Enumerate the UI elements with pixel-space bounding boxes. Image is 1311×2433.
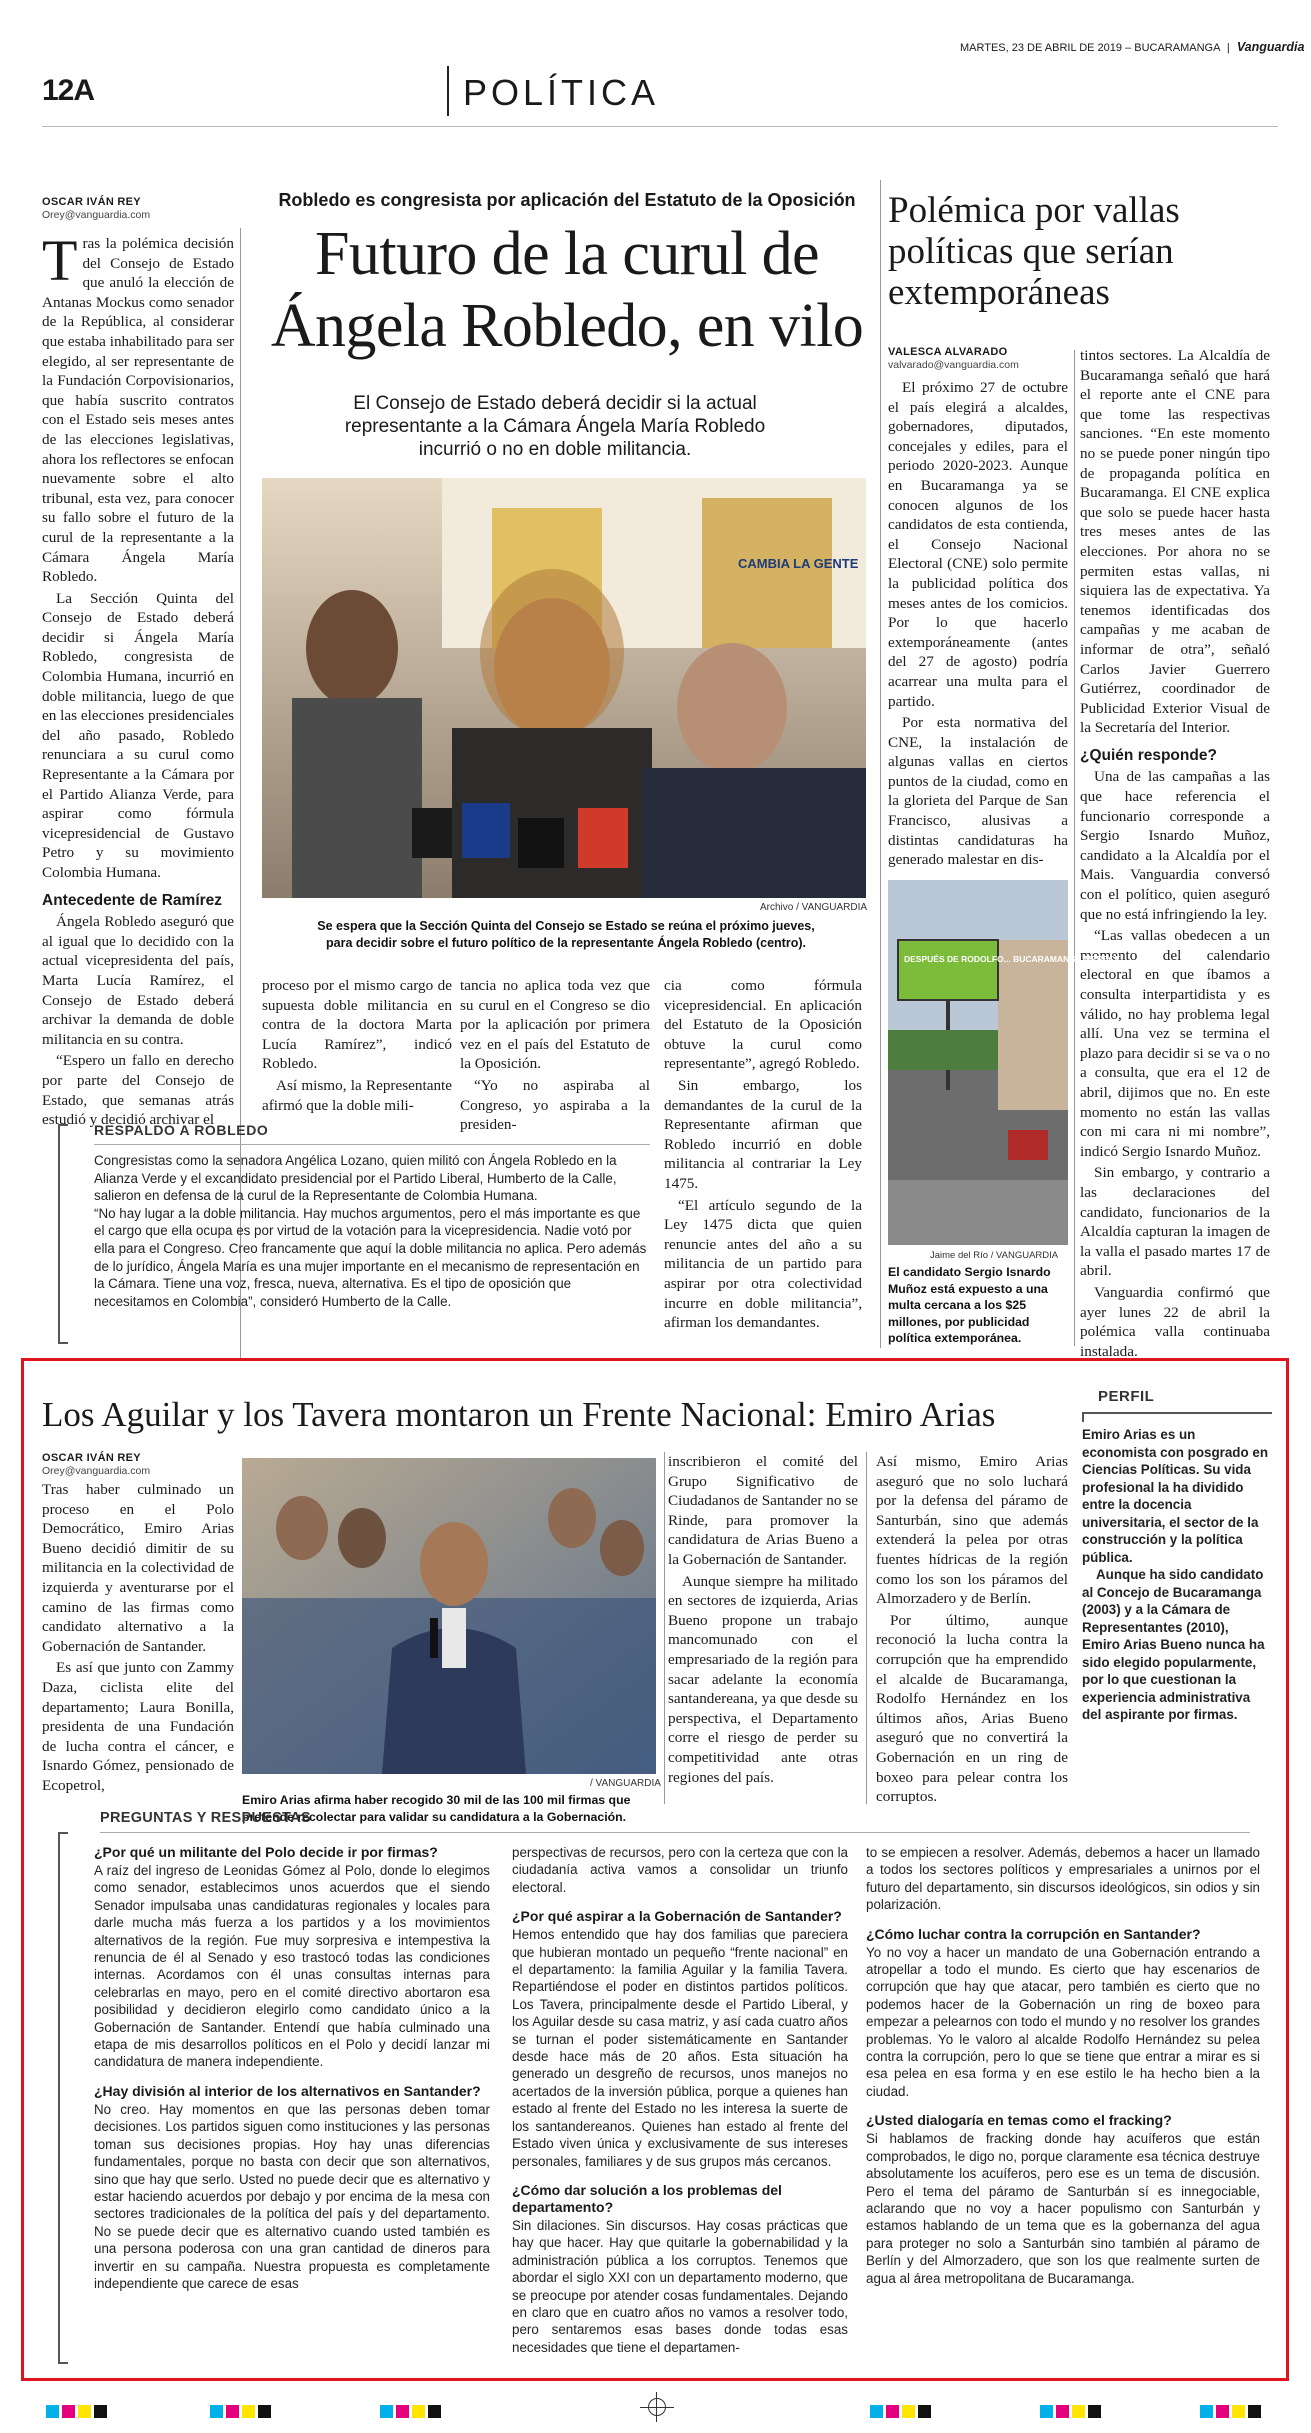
robledo-col-2: proceso por el mismo cargo de supuesta doble militancia en contra de la doctora Marta Lucía Ramírez”, indicó Robledo. Así mismo, la Representante afirmó que la doble mili- bbox=[262, 977, 452, 1114]
robledo-headline-line2: Ángela Robledo, en vilo bbox=[270, 292, 864, 360]
respaldo-title: RESPALDO A ROBLEDO bbox=[94, 1122, 269, 1138]
color-swatch bbox=[1216, 2405, 1229, 2418]
crosshair-h bbox=[640, 2407, 674, 2408]
robledo-headline-line1: Futuro de la curul de bbox=[315, 220, 819, 288]
qa-bracket bbox=[58, 1832, 68, 2364]
robledo-col-4: cia como fórmula vicepresidencial. En aplicación del Estatuto de la Oposición obtuve la curul como representante”, agregó Robledo. Sin embargo, los demandantes de la curul de la Representante afirman que Robledo incurrió en doble militancia al contrariar la Ley 1475. “El artículo segundo de la Ley 1475 dicta que quien renuncie antes del año a su militancia de un partido para aspirar por otra colectividad incurre en doble militancia”, afirman los demandantes. bbox=[664, 977, 862, 1332]
color-swatch bbox=[46, 2405, 59, 2418]
color-swatch bbox=[62, 2405, 75, 2418]
qa-answer: No creo. Hay momentos en que las personas deben tomar decisiones. Los partidos siguen como instituciones y las personas toman sus decisiones propias. Hoy hay unas diferencias fundamentales, porque no basta con decir que son alternativos, sino que hay que serlo. Usted no puede decir que es alternativo y estar haciendo acuerdos por debajo y por encima de la mesa con sectores tradicionales de la política del país y del departamento. No se puede decir que es alternativo cuando usted también es una persona poderosa con una gran cantidad de dineros para invertir en su campaña. Nuestra propuesta es completamente independiente que carece de esas bbox=[94, 2101, 490, 2291]
vallas-col-rule bbox=[1074, 350, 1075, 1346]
qa-answer: A raíz del ingreso de Leonidas Gómez al Polo, donde lo elegimos como senador, establecimos unos acuerdos que el siendo Senador impulsaba unas candidaturas regionales y locales para darle mucha más fuerza a los partidos y a los movimientos alternativos de la región. Fue muy sorpresiva e intempestiva la renuncia de él al Senado y eso trastocó todas las condiciones internas. Acordamos con él unas consultas internas para celebrarlas en mayo, pero en el comité directivo abortaron esa posibilidad y decidieron elegirlo como candidato único a la Gobernación de Santander. Entendí que había culminado una etapa de mis desarrollos políticos en el Polo y decidí lanzar mi candidatura de manera independiente. bbox=[94, 1863, 490, 2070]
perfil-title: PERFIL bbox=[1098, 1388, 1155, 1405]
header-divider bbox=[447, 66, 449, 116]
color-swatch bbox=[78, 2405, 91, 2418]
robledo-subhead: Antecedente de Ramírez bbox=[42, 891, 223, 909]
respaldo-bracket bbox=[58, 1124, 68, 1344]
robledo-photo-credit: Archivo / VANGUARDIA bbox=[760, 902, 868, 913]
vallas-photo-illustration bbox=[888, 880, 1128, 1245]
color-swatch bbox=[1072, 2405, 1085, 2418]
qa-col-2 bbox=[512, 1844, 848, 2356]
billboard-text: DESPUÉS DE RODOLFO... BUCARAMANGA MERECE... bbox=[904, 954, 1128, 964]
robledo-photo-illustration bbox=[262, 478, 866, 898]
color-swatch bbox=[428, 2405, 441, 2418]
color-swatch bbox=[1040, 2405, 1053, 2418]
color-swatch bbox=[210, 2405, 223, 2418]
color-swatch bbox=[1248, 2405, 1261, 2418]
aguilar-rule-a bbox=[664, 1452, 665, 1804]
aguilar-byline: OSCAR IVÁN REY Orey@vanguardia.com bbox=[42, 1452, 151, 1477]
vallas-subhead: ¿Quién responde? bbox=[1080, 746, 1217, 764]
perfil-box bbox=[1082, 1388, 1272, 1808]
respaldo-body: Congresistas como la senadora Angélica Lozano, quien militó con Ángela Robledo en la Alianza Verde y el excandidato presidencial por el Partido Liberal, Humberto de la Calle, salieron en defensa de la curul de la Representante de Colombia Humana. “No hay lugar a la doble militancia. Hay muchos argumentos, pero el más importante es que el cargo que ella ocupa es por virtud de la votación para la vicepresidencia. Nadie votó por ella para el Congreso. Creo francamente que aquí la doble militancia no aplica. Pero además de lo jurídico, Ángela María es una mujer importante en el mecanismo de representación en la Cámara. Tiene una voz, fresca, nueva, alternativa. Es el tipo de oposición que necesitamos en Colombia”, consideró Humberto de la Calle. bbox=[94, 1153, 647, 1309]
color-swatch bbox=[918, 2405, 931, 2418]
color-swatch bbox=[902, 2405, 915, 2418]
qa-answer: Sin dilaciones. Sin discursos. Hay cosas prácticas que hay que hacer. Hay que quitarle la gobernabilidad y la administración pública a los corruptos. Tenemos que abordar el siglo XXI con un departamento moderno, que se preocupe por atender cosas fundamentales. Dejando en claro que en cuatro años no vamos a resolver todo, pero sentaremos esas bases donde todas esas necesidades que tiene el departamen- bbox=[512, 2217, 848, 2355]
qa-answer: perspectivas de recursos, pero con la certeza que con la ciudadanía activa vamos a consolidar un triunfo electoral. bbox=[512, 1845, 848, 1895]
dropcap: T bbox=[42, 228, 78, 293]
qa-col-1 bbox=[94, 1844, 490, 2292]
aguilar-rule-b bbox=[866, 1452, 867, 1804]
color-swatch bbox=[886, 2405, 899, 2418]
qa-question: ¿Por qué un militante del Polo decide ir por firmas? bbox=[94, 1844, 438, 1860]
color-swatch bbox=[1056, 2405, 1069, 2418]
respaldo-box bbox=[58, 1116, 650, 1352]
color-swatch bbox=[258, 2405, 271, 2418]
perfil-bracket bbox=[1082, 1412, 1272, 1422]
aguilar-col-1: Tras haber culminado un proceso en el Polo Democrático, Emiro Arias Bueno decidió dimitir de su militancia en la colectividad de izquierda y aventurarse por el camino de las firmas como candidato alternativo a la Gobernación de Santander. Es así que junto con Zammy Daza, ciclista elite del departamento; Laura Bonilla, presidenta de una Fundación de lucha contra el cáncer, e Isnardo Gómez, pensionado de Ecopetrol, bbox=[42, 1481, 234, 1794]
dateline: MARTES, 23 DE ABRIL DE 2019 – BUCARAMANGA bbox=[960, 42, 1220, 54]
perfil-body: Emiro Arias es un economista con posgrado en Ciencias Políticas. Su vida profesional la ha dividido entre la docencia universitaria, el sector de la construcción y la política pública. Aunque ha sido candidato al Concejo de Bucaramanga (2003) y a la Cámara de Representantes (2010), Emiro Arias Bueno nunca ha sido elegido popularmente, por lo que cuestionan la experiencia administrativa del aspirante por firmas. bbox=[1082, 1427, 1269, 1722]
color-swatch bbox=[226, 2405, 239, 2418]
qa-question: ¿Cómo luchar contra la corrupción en Santander? bbox=[866, 1925, 1201, 1942]
qa-title-rule bbox=[100, 1832, 1250, 1833]
page-number: 12A bbox=[42, 74, 95, 107]
respaldo-title-rule bbox=[94, 1144, 650, 1145]
page-col-rule bbox=[880, 180, 881, 1348]
qa-answer: to se empiecen a resolver. Además, debemos a hacer un llamado a todos los sectores políticos y empresariales a unirnos por el futuro del departamento, sin discursos ideológicos, sin odios y sin polarización. bbox=[866, 1845, 1260, 1913]
color-swatch bbox=[242, 2405, 255, 2418]
aguilar-photo-illustration bbox=[242, 1458, 656, 1774]
aguilar-photo-credit: / VANGUARDIA bbox=[590, 1778, 661, 1789]
vallas-photo[interactable] bbox=[888, 880, 1128, 1245]
dateline-bar: MARTES, 23 DE ABRIL DE 2019 – BUCARAMANGA | Vanguardia bbox=[960, 40, 1305, 54]
qa-answer: Hemos entendido que hay dos familias que pareciera que hubieran montado un pequeño “frente nacional” en el departamento: la familia Aguilar y la familia Tavera. Repartiéndose el poder en distintos partidos políticos. Los Tavera, principalmente desde el Partido Liberal, y los Aguilar desde su casa matriz, y así cada cuatro años se turnan el poder sistemáticamente en Santander desde hace más de 20 años. Esta situación ha generado un desgreño de recursos, unos manejos no acertados de la inversión pública, porque a quienes han estado al frente del Estado no les interesa la suerte de los santandereanos. Quienes han estado al frente del Estado viven única y exclusivamente de sus intereses personales, familiares y de sus grupos más cercanos. bbox=[512, 1927, 848, 2169]
robledo-paragraph: Tras la polémica decisión del Consejo de Estado que anuló la elección de Antanas Mockus como senador de la República, al considerar que estaba inhabilitado para ser elegido, al ser representante de la Fundación Corpovisionarios, que había suscrito contratos con el Estado seis meses antes de las elecciones legislativas, ahora los reflectores se enfocan nuevamente sobre el alto tribunal, esta vez, para conocer su fallo sobre el futuro de la curul de la representante a la Cámara Ángela María Robledo. bbox=[42, 228, 234, 586]
aguilar-headline: Los Aguilar y los Tavera montaron un Frente Nacional: Emiro Arias bbox=[42, 1395, 996, 1434]
aguilar-col-2: inscribieron el comité del Grupo Significativo de Ciudadanos de Santander no se Rinde, para promover la candidatura de Arias Bueno a la Gobernación de Santander. Aunque siempre ha militado en sectores de izquierda, Arias Bueno propone un trabajo mancomunado con el empresariado de la región para sacar adelante la economía santandereana, ya que desde su perspectiva, el Departamento corre el riesgo de perder su competitividad ante otras regiones del país. bbox=[668, 1453, 858, 1786]
qa-question: ¿Cómo dar solución a los problemas del departamento? bbox=[512, 2181, 782, 2215]
brand-logo[interactable]: Vanguardia bbox=[1236, 40, 1305, 54]
aguilar-photo-caption: Emiro Arias afirma haber recogido 30 mil de las 100 mil firmas que pretende recolectar para validar su candidatura a la Gobernación. bbox=[242, 1793, 631, 1824]
robledo-byline: OSCAR IVÁN REY Orey@vanguardia.com bbox=[42, 196, 151, 221]
vallas-headline: Polémica por vallas políticas que serían extemporáneas bbox=[888, 190, 1180, 313]
color-swatch bbox=[870, 2405, 883, 2418]
color-swatch bbox=[412, 2405, 425, 2418]
aguilar-col-3: Así mismo, Emiro Arias aseguró que no solo luchará por la defensa del páramo de Santurbán, sino que además extenderá la pelea por otras fuentes hídricas de la región como los son los páramos del Almorzadero y de Berlín. Por último, aunque reconoció la lucha contra la corrupción que ha emprendido el alcalde de Bucaramanga, Rodolfo Hernández en los últimos años, Arias Bueno aseguró que no convertirá la Gobernación en un ring de boxeo para pelear contra los corruptos. bbox=[876, 1453, 1068, 1806]
robledo-paragraph: Ángela Robledo aseguró que al igual que lo decidido con la actual vicepresidenta del país, Marta Lucía Ramírez, el Consejo de Estado deberá archivar la demanda de doble militancia en su contra. bbox=[42, 913, 234, 1048]
qa-col-3 bbox=[866, 1844, 1260, 2287]
color-swatch bbox=[1200, 2405, 1213, 2418]
qa-answer: Yo no voy a hacer un mandato de una Gobernación entrando a atropellar a todo el mundo. Es cierto que hay escenarios de corrupción que hay que atacar, pero también es cierto que no podemos hacer de la Gobernación un ring de boxeo para empezar a pelearnos con todo el mundo y no resolver los grandes problemas. Yo le valoro al alcalde Rodolfo Hernández su pelea contra la corrupción, pero lo que se tiene que entrar a mirar es si esa pelea en esa forma y en ese estilo le ha hecho bien a la ciudad. bbox=[866, 1944, 1260, 2099]
section-title[interactable]: POLÍTICA bbox=[463, 72, 660, 113]
color-swatch bbox=[396, 2405, 409, 2418]
crosshair-v bbox=[656, 2392, 657, 2422]
robledo-photo-caption: Se espera que la Sección Quinta del Consejo se Estado se reúna el próximo jueves, para decidir sobre el futuro político de la representante Ángela Robledo (centro). bbox=[317, 919, 815, 950]
vallas-photo-credit: Jaime del Río / VANGUARDIA bbox=[930, 1250, 1059, 1261]
qa-box bbox=[58, 1808, 1272, 2368]
color-swatch bbox=[1088, 2405, 1101, 2418]
color-swatch bbox=[1232, 2405, 1245, 2418]
robledo-deck: El Consejo de Estado deberá decidir si la actual representante a la Cámara Ángela María Robledo incurrió o no en doble militancia. bbox=[344, 393, 766, 460]
robledo-paragraph: “Espero un fallo en derecho por parte del Consejo de Estado, que semanas atrás estudió y decidió archivar el bbox=[42, 1052, 234, 1129]
header-rule bbox=[42, 126, 1278, 127]
qa-question: ¿Hay división al interior de los alternativos en Santander? bbox=[94, 2082, 481, 2099]
robledo-headline bbox=[252, 218, 882, 362]
qa-title: PREGUNTAS Y RESPUESTAS bbox=[100, 1810, 311, 1826]
robledo-paragraph: La Sección Quinta del Consejo de Estado deberá decidir si Ángela María Robledo, congresista de Colombia Humana, incurrió en doble militancia, luego de que en las elecciones presidenciales del año pasado, Robledo renunciara a su curul como Representante a la Cámara por el Partido Alianza Verde, para aspirar como fórmula vicepresidencial de Gustavo Petro y su movimiento Colombia Humana. bbox=[42, 589, 234, 881]
aguilar-photo[interactable] bbox=[242, 1458, 656, 1774]
vallas-col-1: El próximo 27 de octubre el país elegirá a alcaldes, gobernadores, diputados, concejales y ediles, para el periodo 2020-2023. Aunque en Bucaramanga ya se conocen algunos de los candidatos de esta contienda, el Consejo Nacional Electoral (CNE) solo permite la publicidad política dos meses antes de los comicios. Por lo que hacerlo extemporáneamente (antes del 27 de agosto) podría acarrear una multa para el partido. Por esta normativa del CNE, la instalación de algunas vallas en ciertos puntos de la ciudad, como en la glorieta del Parque de San Francisco, alusivas a distintas candidaturas ha generado malestar en dis- bbox=[888, 379, 1068, 869]
vallas-col-2: tintos sectores. La Alcaldía de Bucaramanga señaló que hará el reporte ante el CNE para que tome las respectivas sanciones. “En este momento no se puede poner ningún tipo de propaganda política en Bucaramanga. El CNE explica que solo se puede hacer hasta tres meses antes de las elecciones. Por ahora no se permiten estas vallas, ni siquiera las de expectativa. Ya tenemos identificadas dos campañas y me acaban de informar de otra”, señaló Carlos Javier Guerrero Gutiérrez, coordinador de Publicidad Exterior Visual de la Secretaría del Interior. ¿Quién responde? Una de las campañas a las que hace referencia el funcionario corresponde a Sergio Isnardo Muñoz, candidato a la Alcaldía por el Mais. Vanguardia conversó con el político, quien aseguró que no está infringiendo la ley. “Las vallas obedecen a un momento del calendario electoral en que íbamos a consulta interpartidista y es válido, no hay problema legal allí. Una vez se termina el plazo para decidir si se va o no a consulta, que era el 12 de abril, dijimos que no. En este momento no están las vallas con mi cara ni mi nombre”, indicó Sergio Isnardo Muñoz. Sin embargo, y contrario a las declaraciones del candidato, funcionarios de la Alcaldía capturan la imagen de la valla el pasado martes 17 de abril. Vanguardia confirmó que ayer lunes 22 de abril la polémica valla continuaba instalada. bbox=[1080, 347, 1270, 1360]
robledo-col-3: tancia no aplica toda vez que su curul en el Congreso se dio por la aplicación por primera vez en el país del Estatuto de la Oposición. “Yo no aspiraba al Congreso, yo aspiraba a la presiden- bbox=[460, 977, 650, 1134]
robledo-kicker: Robledo es congresista por aplicación del Estatuto de la Oposición bbox=[278, 190, 856, 210]
vallas-byline: VALESCA ALVARADO valvarado@vanguardia.com bbox=[888, 346, 1019, 371]
robledo-photo[interactable] bbox=[262, 478, 866, 898]
cambia-sign: CAMBIA LA GENTE bbox=[738, 556, 859, 571]
vallas-photo-caption: El candidato Sergio Isnardo Muñoz está expuesto a una multa cercana a los $25 millones, por publicidad política extemporánea. bbox=[888, 1265, 1051, 1345]
color-swatch bbox=[94, 2405, 107, 2418]
color-swatch bbox=[380, 2405, 393, 2418]
qa-answer: Si hablamos de fracking donde hay acuíferos que están comprobados, le digo no, porque claramente esa técnica destruye absolutamente los acuíferos, pero ese es un tema de discusión. Pero el tema del páramo de Santurbán sí es innegociable, aclarando que no voy a hacer populismo con Santurbán y estamos hablando de un tema que es la gobernanza del agua para proteger no solo a Santurbán sino también al páramo de Berlín y del Almorzadero, que son los que realmente surten de agua al área metropolitana de Bucaramanga. bbox=[866, 2131, 1260, 2286]
qa-question: ¿Por qué aspirar a la Gobernación de Santander? bbox=[512, 1908, 842, 1925]
qa-question: ¿Usted dialogaría en temas como el fracking? bbox=[866, 2112, 1172, 2129]
